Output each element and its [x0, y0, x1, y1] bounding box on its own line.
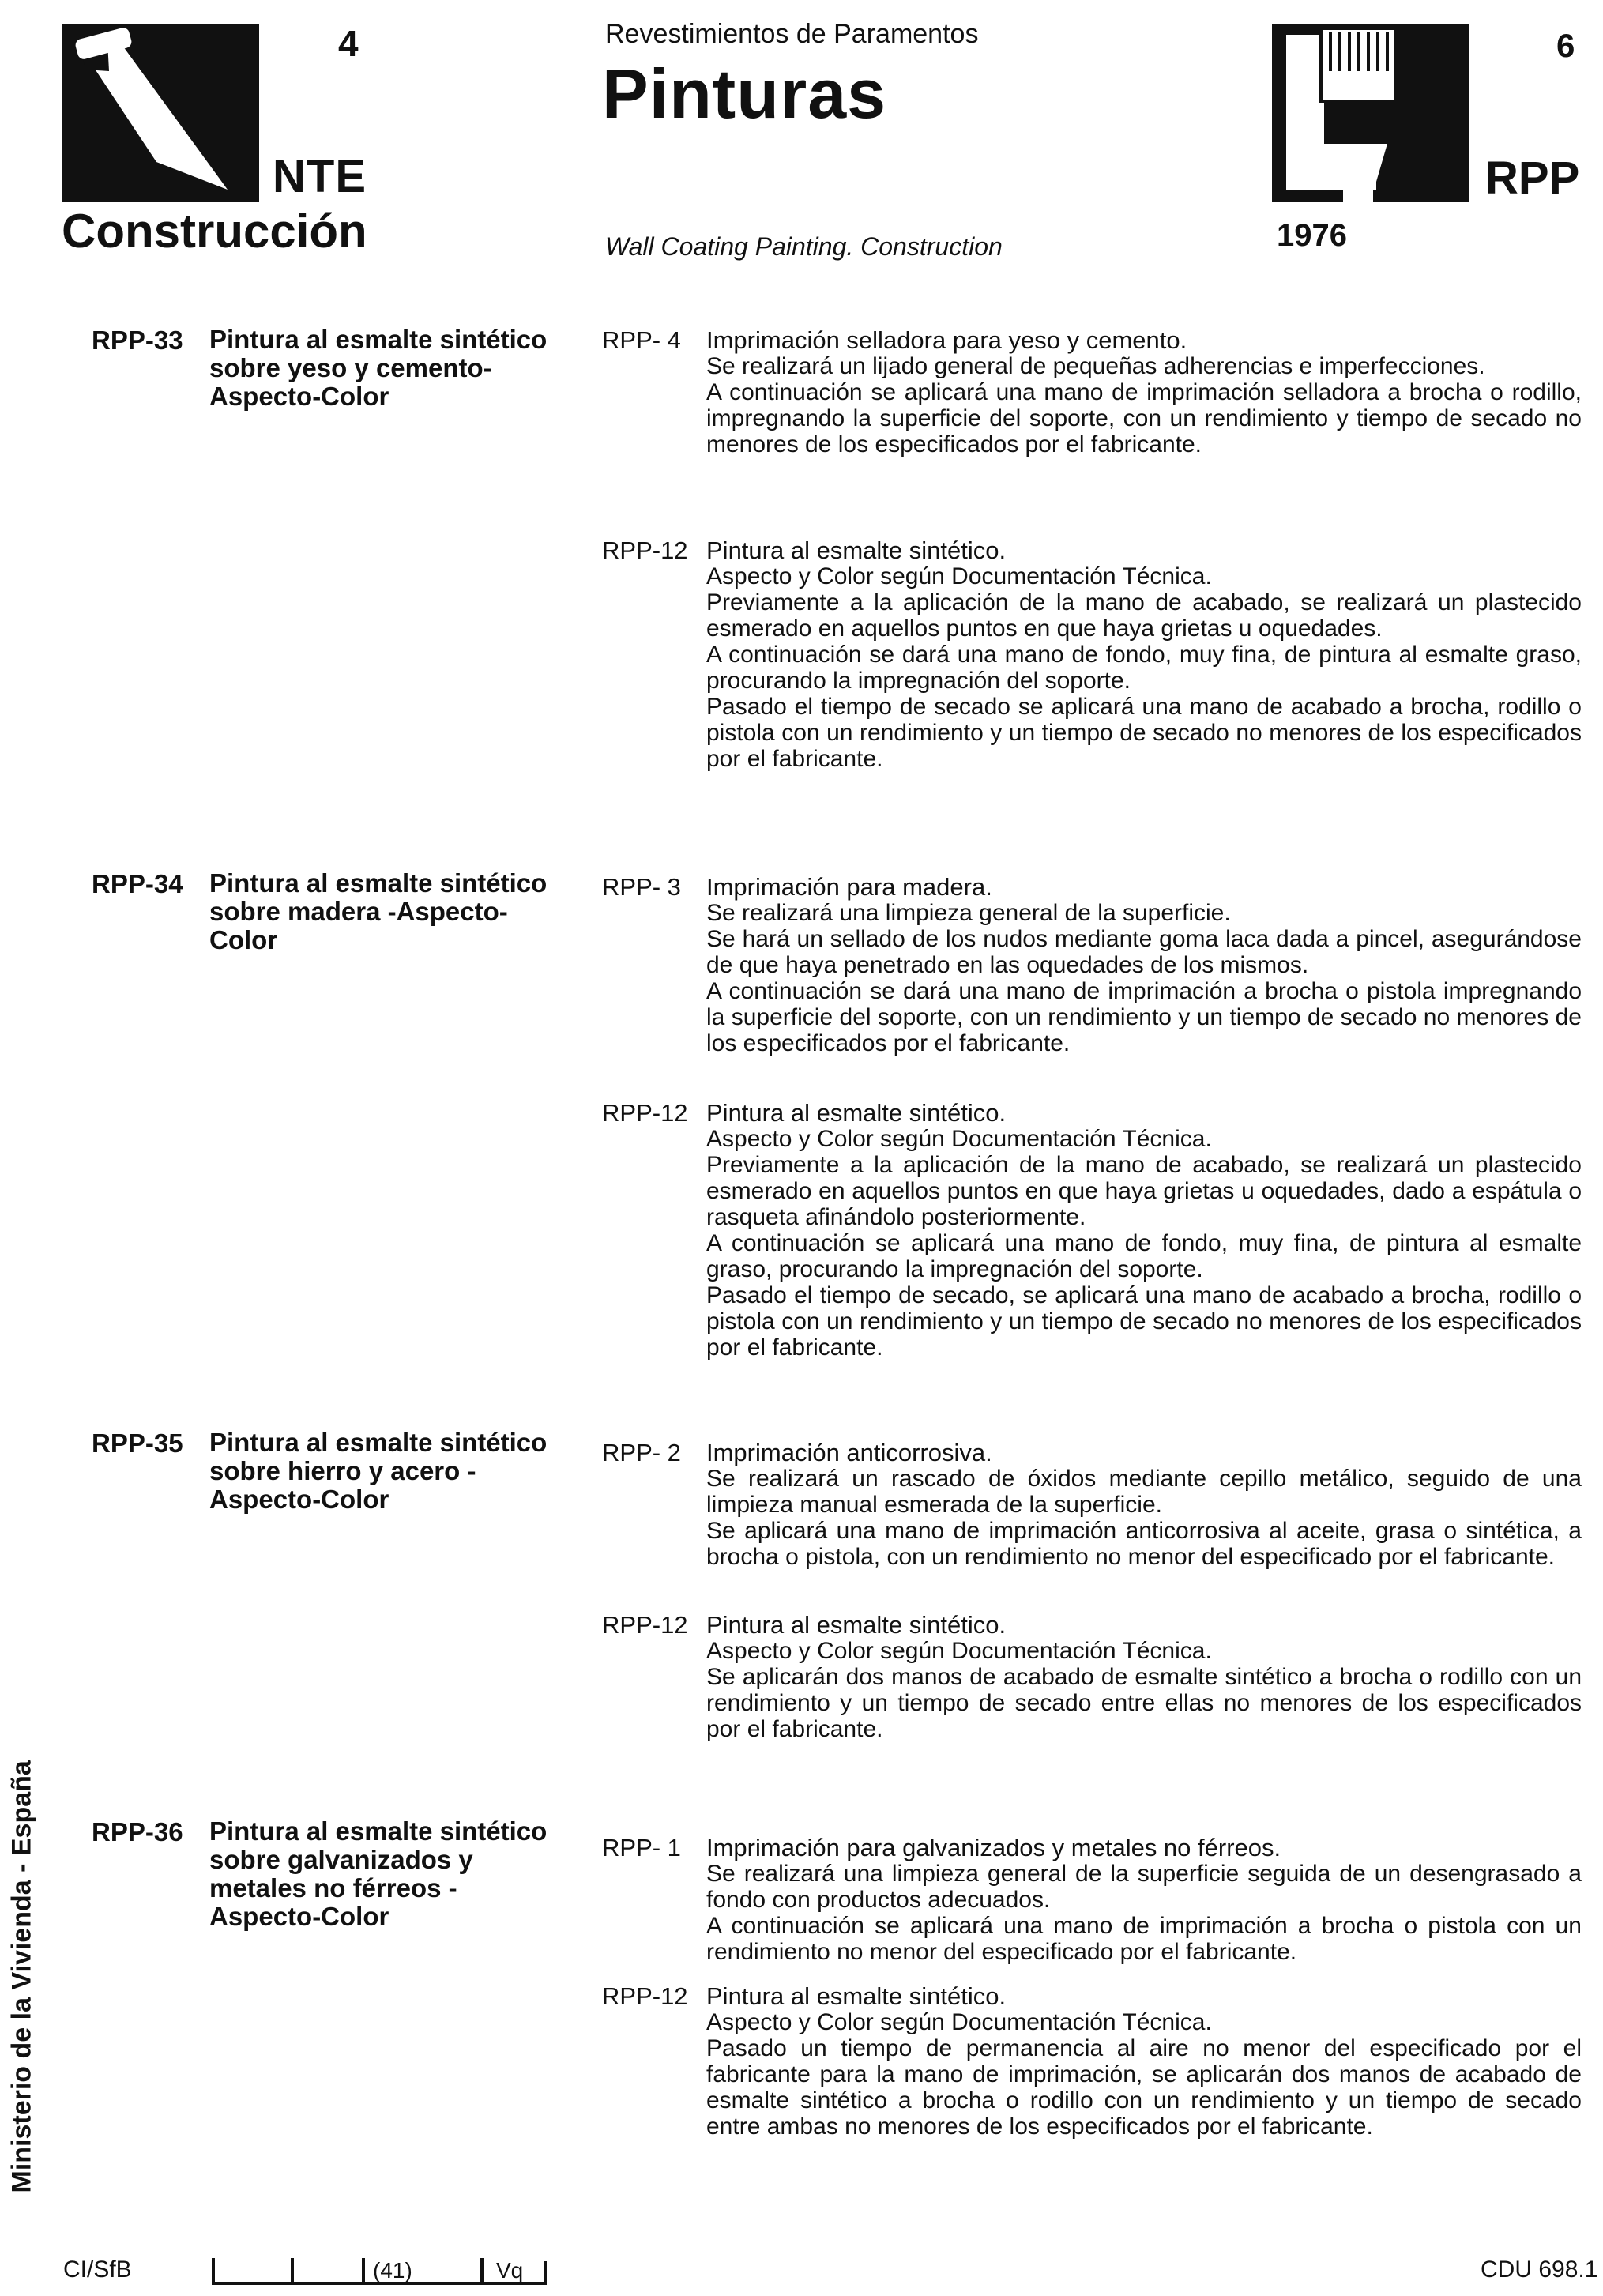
nte-trowel-logo — [62, 24, 259, 202]
item-code: RPP-12 — [602, 1982, 688, 2010]
spec-item — [602, 1440, 1588, 1598]
section-code: RPP-33 — [92, 326, 183, 355]
item-paragraph: Se realizará un lijado general de pequeñas adherencias e imperfecciones. — [706, 353, 1485, 379]
item-paragraph: Se realizará una limpieza general de la superficie seguida de un desengrasado a fondo con productos adecuados. — [706, 1861, 1582, 1913]
ministry-label: Ministerio de la Vivienda - España — [6, 1760, 37, 2193]
item-body — [706, 1466, 1582, 1570]
item-paragraph: Se aplicará una mano de imprimación anticorrosiva al aceite, grasa o sintética, a brocha o pistola, con un rendimiento no menor del especificado por el fabricante. — [706, 1518, 1582, 1570]
sheet-number: 6 — [1556, 27, 1575, 64]
cisfb-label: CI/SfB — [63, 2256, 132, 2283]
item-paragraph: Se realizará un rascado de óxidos mediante cepillo metálico, seguido de una limpieza manual esmerada de la superficie. — [706, 1466, 1582, 1518]
cisfb-box — [291, 2258, 365, 2285]
section-title: Pintura al esmalte sintético sobre hierro y acero -Aspecto-Color — [209, 1428, 548, 1514]
cisfb-code: (41) — [373, 2258, 412, 2283]
rpp-label: RPP — [1485, 152, 1580, 204]
spec-item — [602, 1983, 1588, 2173]
section-label: Revestimientos de Paramentos — [605, 19, 979, 49]
item-body — [706, 900, 1582, 1056]
spec-item — [602, 874, 1588, 1095]
trowel-icon — [62, 24, 259, 202]
item-paragraph: A continuación se dará una mano de imprimación a brocha o pistola impregnando la superficie del soporte, con un rendimiento y un tiempo de secado no menores de los especificados por el fabricante. — [706, 978, 1582, 1056]
construccion-label: Construcción — [62, 205, 367, 258]
cisfb-box — [212, 2258, 294, 2285]
item-paragraph: Previamente a la aplicación de la mano de acabado, se realizará un plastecido esmerado en aquellos puntos en que haya grietas u oquedades, dado a espátula o rasqueta afinándolo posteriormente. — [706, 1152, 1582, 1230]
spec-item — [602, 1612, 1588, 1746]
item-paragraph: Aspecto y Color según Documentación Técnica. — [706, 563, 1212, 589]
item-code: RPP- 3 — [602, 873, 681, 901]
cisfb-box-end — [540, 2261, 547, 2285]
item-paragraph: A continuación se aplicará una mano de fondo, muy fina, de pintura al esmalte graso, procurando la impregnación del soporte. — [706, 1230, 1582, 1282]
item-paragraph: Pasado un tiempo de permanencia al aire no menor del especificado por el fabricante para la mano de imprimación, se aplicarán dos manos de acabado de esmalte sintético a brocha o rodillo con un rendimiento y un tiempo de secado entre ambas no menores de los especificados por el fabricante. — [706, 2035, 1582, 2140]
spec-item — [602, 537, 1588, 798]
item-paragraph: Se aplicarán dos manos de acabado de esmalte sintético a brocha o rodillo con un rendimiento y un tiempo de secado entre ellas no menores de los especificados por el fabricante. — [706, 1664, 1582, 1742]
nte-number: 4 — [338, 23, 359, 64]
item-body — [706, 1126, 1582, 1361]
item-paragraph: Pasado el tiempo de secado se aplicará una mano de acabado a brocha, rodillo o pistola con un rendimiento y un tiempo de secado no menores de los especificados por el fabricante. — [706, 694, 1582, 772]
item-body — [706, 1638, 1582, 1742]
english-subtitle: Wall Coating Painting. Construction — [605, 232, 1003, 261]
item-heading: Pintura al esmalte sintético. — [706, 1099, 1007, 1127]
item-code: RPP-12 — [602, 1611, 688, 1639]
item-code: RPP- 4 — [602, 326, 681, 354]
item-heading: Pintura al esmalte sintético. — [706, 1611, 1007, 1639]
item-paragraph: Previamente a la aplicación de la mano de acabado, se realizará un plastecido esmerado en aquellos puntos en que haya grietas u oquedades. — [706, 589, 1582, 642]
cdu-label: CDU 698.1 — [1481, 2256, 1598, 2283]
item-heading: Imprimación para galvanizados y metales no férreos. — [706, 1834, 1281, 1861]
cisfb-classification-boxes — [212, 2253, 567, 2285]
item-heading: Pintura al esmalte sintético. — [706, 536, 1007, 564]
section-title: Pintura al esmalte sintético sobre yeso y cemento-Aspecto-Color — [209, 325, 548, 411]
item-paragraph: Se realizará una limpieza general de la superficie. — [706, 900, 1231, 926]
item-code: RPP- 1 — [602, 1834, 681, 1861]
item-paragraph: Aspecto y Color según Documentación Técnica. — [706, 2009, 1212, 2035]
paintbrush-icon — [1272, 24, 1469, 202]
item-paragraph: A continuación se aplicará una mano de imprimación a brocha o pistola con un rendimiento no menor del especificado por el fabricante. — [706, 1913, 1582, 1965]
item-paragraph: A continuación se dará una mano de fondo, muy fina, de pintura al esmalte graso, procurando la impregnación del soporte. — [706, 642, 1582, 694]
item-body — [706, 1861, 1582, 1965]
item-heading: Imprimación selladora para yeso y cemento. — [706, 326, 1187, 354]
item-body — [706, 563, 1582, 772]
spec-item — [602, 1100, 1588, 1368]
item-paragraph: Aspecto y Color según Documentación Técnica. — [706, 1638, 1212, 1664]
item-code: RPP-12 — [602, 536, 688, 564]
spec-item — [602, 327, 1588, 509]
section-title: Pintura al esmalte sintético sobre galvanizados y metales no férreos -Aspecto-Color — [209, 1816, 548, 1931]
section-code: RPP-35 — [92, 1428, 183, 1458]
item-paragraph: Se hará un sellado de los nudos mediante goma laca dada a pincel, asegurándose de que haya penetrado en las oquedades de los mismos. — [706, 926, 1582, 978]
nte-label: NTE — [273, 151, 367, 202]
section-code: RPP-36 — [92, 1817, 183, 1846]
item-paragraph: Aspecto y Color según Documentación Técnica. — [706, 1126, 1212, 1152]
page-title: Pinturas — [602, 55, 887, 133]
section-code: RPP-34 — [92, 869, 183, 898]
item-paragraph: A continuación se aplicará una mano de imprimación selladora a brocha o rodillo, impregnando la superficie del soporte, con un rendimiento y tiempo de secado no menores de los especificados por el fabricante. — [706, 379, 1582, 457]
cisfb-suffix: Vq — [496, 2258, 524, 2283]
item-body — [706, 2009, 1582, 2140]
section-title: Pintura al esmalte sintético sobre madera -Aspecto-Color — [209, 868, 548, 954]
item-heading: Pintura al esmalte sintético. — [706, 1982, 1007, 2010]
item-body — [706, 353, 1582, 457]
item-code: RPP-12 — [602, 1099, 688, 1127]
item-paragraph: Pasado el tiempo de secado, se aplicará una mano de acabado a brocha, rodillo o pistola con un rendimiento y un tiempo de secado no menores de los especificados por el fabricante. — [706, 1282, 1582, 1361]
rpp-brush-logo — [1272, 24, 1469, 202]
spec-item — [602, 1835, 1588, 1969]
item-heading: Imprimación anticorrosiva. — [706, 1439, 992, 1466]
item-heading: Imprimación para madera. — [706, 873, 992, 901]
item-code: RPP- 2 — [602, 1439, 681, 1466]
year-label: 1976 — [1277, 218, 1347, 253]
